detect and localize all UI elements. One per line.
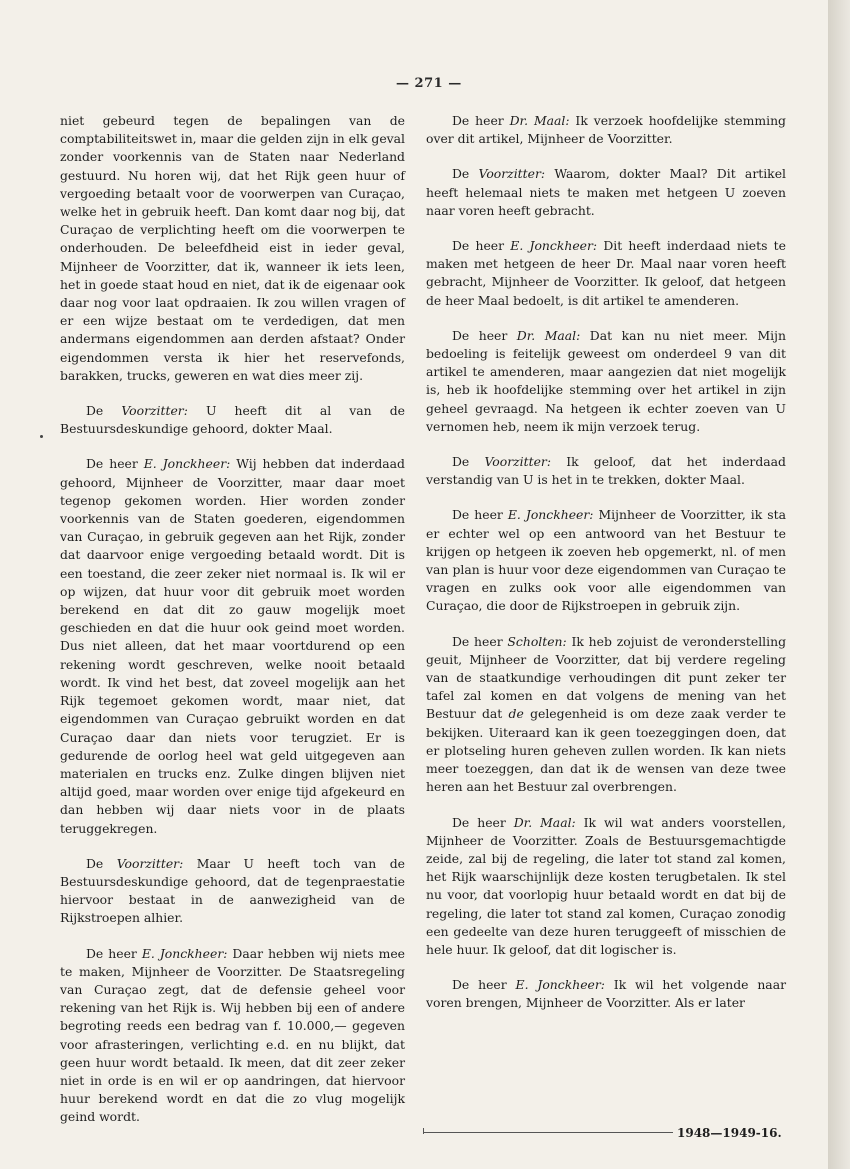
paragraph-text: De heer <box>86 456 144 472</box>
right-column-paragraph <box>426 976 786 1012</box>
right-column <box>426 112 786 1030</box>
paragraph-text: De heer <box>452 113 510 128</box>
speaker-name: Voorzitter: <box>121 403 188 419</box>
paragraph-text: De heer <box>452 977 516 993</box>
margin-mark <box>40 435 43 438</box>
left-column-paragraph <box>60 402 405 438</box>
footer-rule <box>423 1132 673 1133</box>
paragraph-text: De <box>452 166 479 182</box>
paragraph-text: niet gebeurd tegen de bepalingen van de comptabiliteitswet in, maar die gelden zijn in elk geval zonder voorkennis van de Staten naar Nederland gestuurd. Nu horen wij, dat het Rijk geen huur of vergoeding betaalt voor de voorwerpen van Curaçao, welke het in gebruik heeft. Dan komt daar nog bij, dat Curaçao de verplichting heeft om die voorwerpen te onderhouden. De beleefdheid eist in ieder geval, Mijnheer de Voorzitter, dat ik, wanneer ik iets leen, het in goede staat houd en niet, dat ik de eigenaar ook daar nog voor laat opdraaien. Ik zou willen vragen of er een wijze bestaat om te verdedigen, dat men andermans eigendommen aan derden afstaat? Onder eigendommen versta ik hier het reservefonds, barakken, trucks, geweren en wat dies meer zij. <box>60 113 406 383</box>
speaker-name: E. Jonckheer: <box>510 238 598 254</box>
speaker-name: Voorzitter: <box>116 855 184 871</box>
paragraph-text: De heer <box>452 238 511 254</box>
paragraph-text: Ik verzoek hoofdelijke stemming over dit artikel, Mijnheer de Voorzitter. <box>426 113 786 147</box>
right-column-paragraph <box>426 165 786 220</box>
left-column-paragraph <box>60 455 405 837</box>
speaker-name: Dr. Maal: <box>513 814 576 830</box>
right-column-paragraph <box>426 506 786 615</box>
speaker-name: Voorzitter: <box>484 454 552 470</box>
speaker-name: E. Jonckheer: <box>507 507 594 523</box>
paragraph-text: Mijnheer de Voorzitter, ik sta er echter wel op een antwoord van het Bestuur te krijgen op hetgeen ik zoeven heb opgemerkt, nl. of men van plan is huur voor deze eigendommen van Curaçao te vragen en zulks ook voor alle eigendommen van Curaçao, die door de Rijkstroepen in gebruik zijn. <box>426 507 786 614</box>
paragraph-text: De <box>86 855 117 871</box>
footer-rule-tick <box>423 1128 424 1134</box>
speaker-name: E. Jonckheer: <box>141 945 228 961</box>
paragraph-text: Ik heb zojuist de veronderstelling geuit, Mijnheer de Voorzitter, dat bij verdere regeling van de staatkundige verhoudingen dit punt zeker ter tafel zal komen en dat volgens de mening van het Bestuur dat <box>426 633 786 722</box>
paragraph-text: De heer <box>452 633 508 649</box>
right-column-paragraph <box>426 237 786 310</box>
left-column-paragraph <box>60 112 405 385</box>
right-column-paragraph <box>426 453 786 489</box>
speaker-name: Scholten: <box>507 633 567 649</box>
speaker-name: Voorzitter: <box>478 166 546 182</box>
paragraph-text: De heer <box>452 507 508 523</box>
paragraph-text: Ik wil wat anders voorstellen, Mijnheer de Voorzitter. Zoals de Bestuursgemachtigde zeide, zal bij de regeling, die later tot stand zal komen, het Rijk waarschijnlijk deze kosten terugbetalen. Ik stel nu voor, dat voorlopig huur betaald wordt en dat bij de regeling, die later tot stand zal komen, Curaçao zonodig een gedeelte van deze huren teruggeeft of misschien de hele huur. Ik geloof, dat dit logischer is. <box>426 814 786 957</box>
speaker-name: E. Jonckheer: <box>143 456 231 472</box>
footer-year-code: 1948—1949-16. <box>677 1126 782 1140</box>
paragraph-text: U heeft dit al van de Bestuursdeskundige gehoord, dokter Maal. <box>60 403 405 437</box>
speaker-name: Dr. Maal: <box>509 113 570 128</box>
paper-edge <box>828 0 850 1169</box>
paragraph-text: gelegenheid is om deze zaak verder te bekijken. Uiteraard kan ik geen toezeggingen doen, dat er plotseling huren geheven zullen worden. Ik kan niets meer toezeggen, dan dat ik de wensen van deze twee heren aan het Bestuur zal overbrengen. <box>426 706 786 795</box>
paragraph-text: De heer <box>86 945 142 961</box>
left-column <box>60 112 405 1144</box>
speaker-name: E. Jonckheer: <box>515 977 605 993</box>
right-column-paragraph <box>426 633 786 797</box>
speaker-name: Dr. Maal: <box>516 327 581 343</box>
page-number: — 271 — <box>396 76 462 91</box>
speaker-name: de <box>508 706 524 722</box>
paragraph-text: Ik wil het volgende naar voren brengen, Mijnheer de Voorzitter. Als er later <box>426 977 787 1011</box>
paragraph-text: Maar U heeft toch van de Bestuursdeskundige gehoord, dat de tegenpraestatie hiervoor bestaat in de aanwezigheid van de Rijkstroepen alhier. <box>60 855 405 926</box>
paragraph-text: De heer <box>452 327 517 343</box>
paragraph-text: Waarom, dokter Maal? Dit artikel heeft helemaal niets te maken met hetgeen U zoeven naar voren heeft gebracht. <box>426 166 786 218</box>
paragraph-text: Ik geloof, dat het inderdaad verstandig van U is het in te trekken, dokter Maal. <box>426 454 786 488</box>
paragraph-text: Daar hebben wij niets mee te maken, Mijnheer de Voorzitter. De Staatsregeling van Curaçao zegt, dat de defensie geheel voor rekening van het Rijk is. Wij hebben bij een of andere begroting reeds een bedrag van f. 10.000,— gegeven voor afrasteringen, verlichting e.d. en nu blijkt, dat geen huur wordt betaald. Ik meen, dat dit zeer zeker niet in orde is en wil er op aandringen, dat hiervoor huur berekend wordt en dat die zo vlug mogelijk geind wordt. <box>60 945 405 1125</box>
paragraph-text: Wij hebben dat inderdaad gehoord, Mijnheer de Voorzitter, maar daar moet tegenop gekomen worden. Hier worden zonder voorkennis van de Staten goederen, eigendommen van Curaçao, in gebruik gegeven aan het Rijk, zonder dat daarvoor enige vergoeding betaald wordt. Dit is een toestand, die zeer zeker niet normaal is. Ik wil er op wijzen, dat huur voor dit gebruik moet worden berekend en dat dit zo gauw mogelijk moet geschieden en dat die huur ook geind moet worden. Dus niet alleen, dat het maar voortdurend op een rekening wordt geschreven, welke nooit betaald wordt. Ik vind het best, dat zoveel mogelijk aan het Rijk tegemoet gekomen wordt, maar niet, dat eigendommen van Curaçao gebruikt worden en dat Curaçao daar dan niets voor terugziet. Er is gedurende de oorlog heel wat geld uitgegeven aan materialen en trucks enz. Zulke dingen blijven niet altijd goed, maar worden over enige tijd afgekeurd en dan hebben wij daar niets voor in de plaats teruggekregen. <box>60 456 405 836</box>
left-column-paragraph <box>60 945 405 1127</box>
right-column-paragraph <box>426 327 786 436</box>
right-column-paragraph <box>426 814 786 960</box>
right-column-paragraph <box>426 112 786 148</box>
paragraph-text: De <box>86 403 122 419</box>
paragraph-text: De heer <box>452 814 514 830</box>
paragraph-text: De <box>452 454 485 470</box>
paragraph-text: Dit heeft inderdaad niets te maken met hetgeen de heer Dr. Maal naar voren heeft gebracht, Mijnheer de Voorzitter. Ik geloof, dat hetgeen de heer Maal bedoelt, is dit artikel te amenderen. <box>426 238 786 308</box>
paragraph-text: Dat kan nu niet meer. Mijn bedoeling is feitelijk geweest om onderdeel 9 van dit artikel te amenderen, maar aangezien dat niet mogelijk is, heb ik hoofdelijke stemming over het artikel in zijn geheel gevraagd. Na hetgeen ik echter zoeven van U vernomen heb, neem ik mijn verzoek terug. <box>426 327 786 434</box>
left-column-paragraph <box>60 855 405 928</box>
